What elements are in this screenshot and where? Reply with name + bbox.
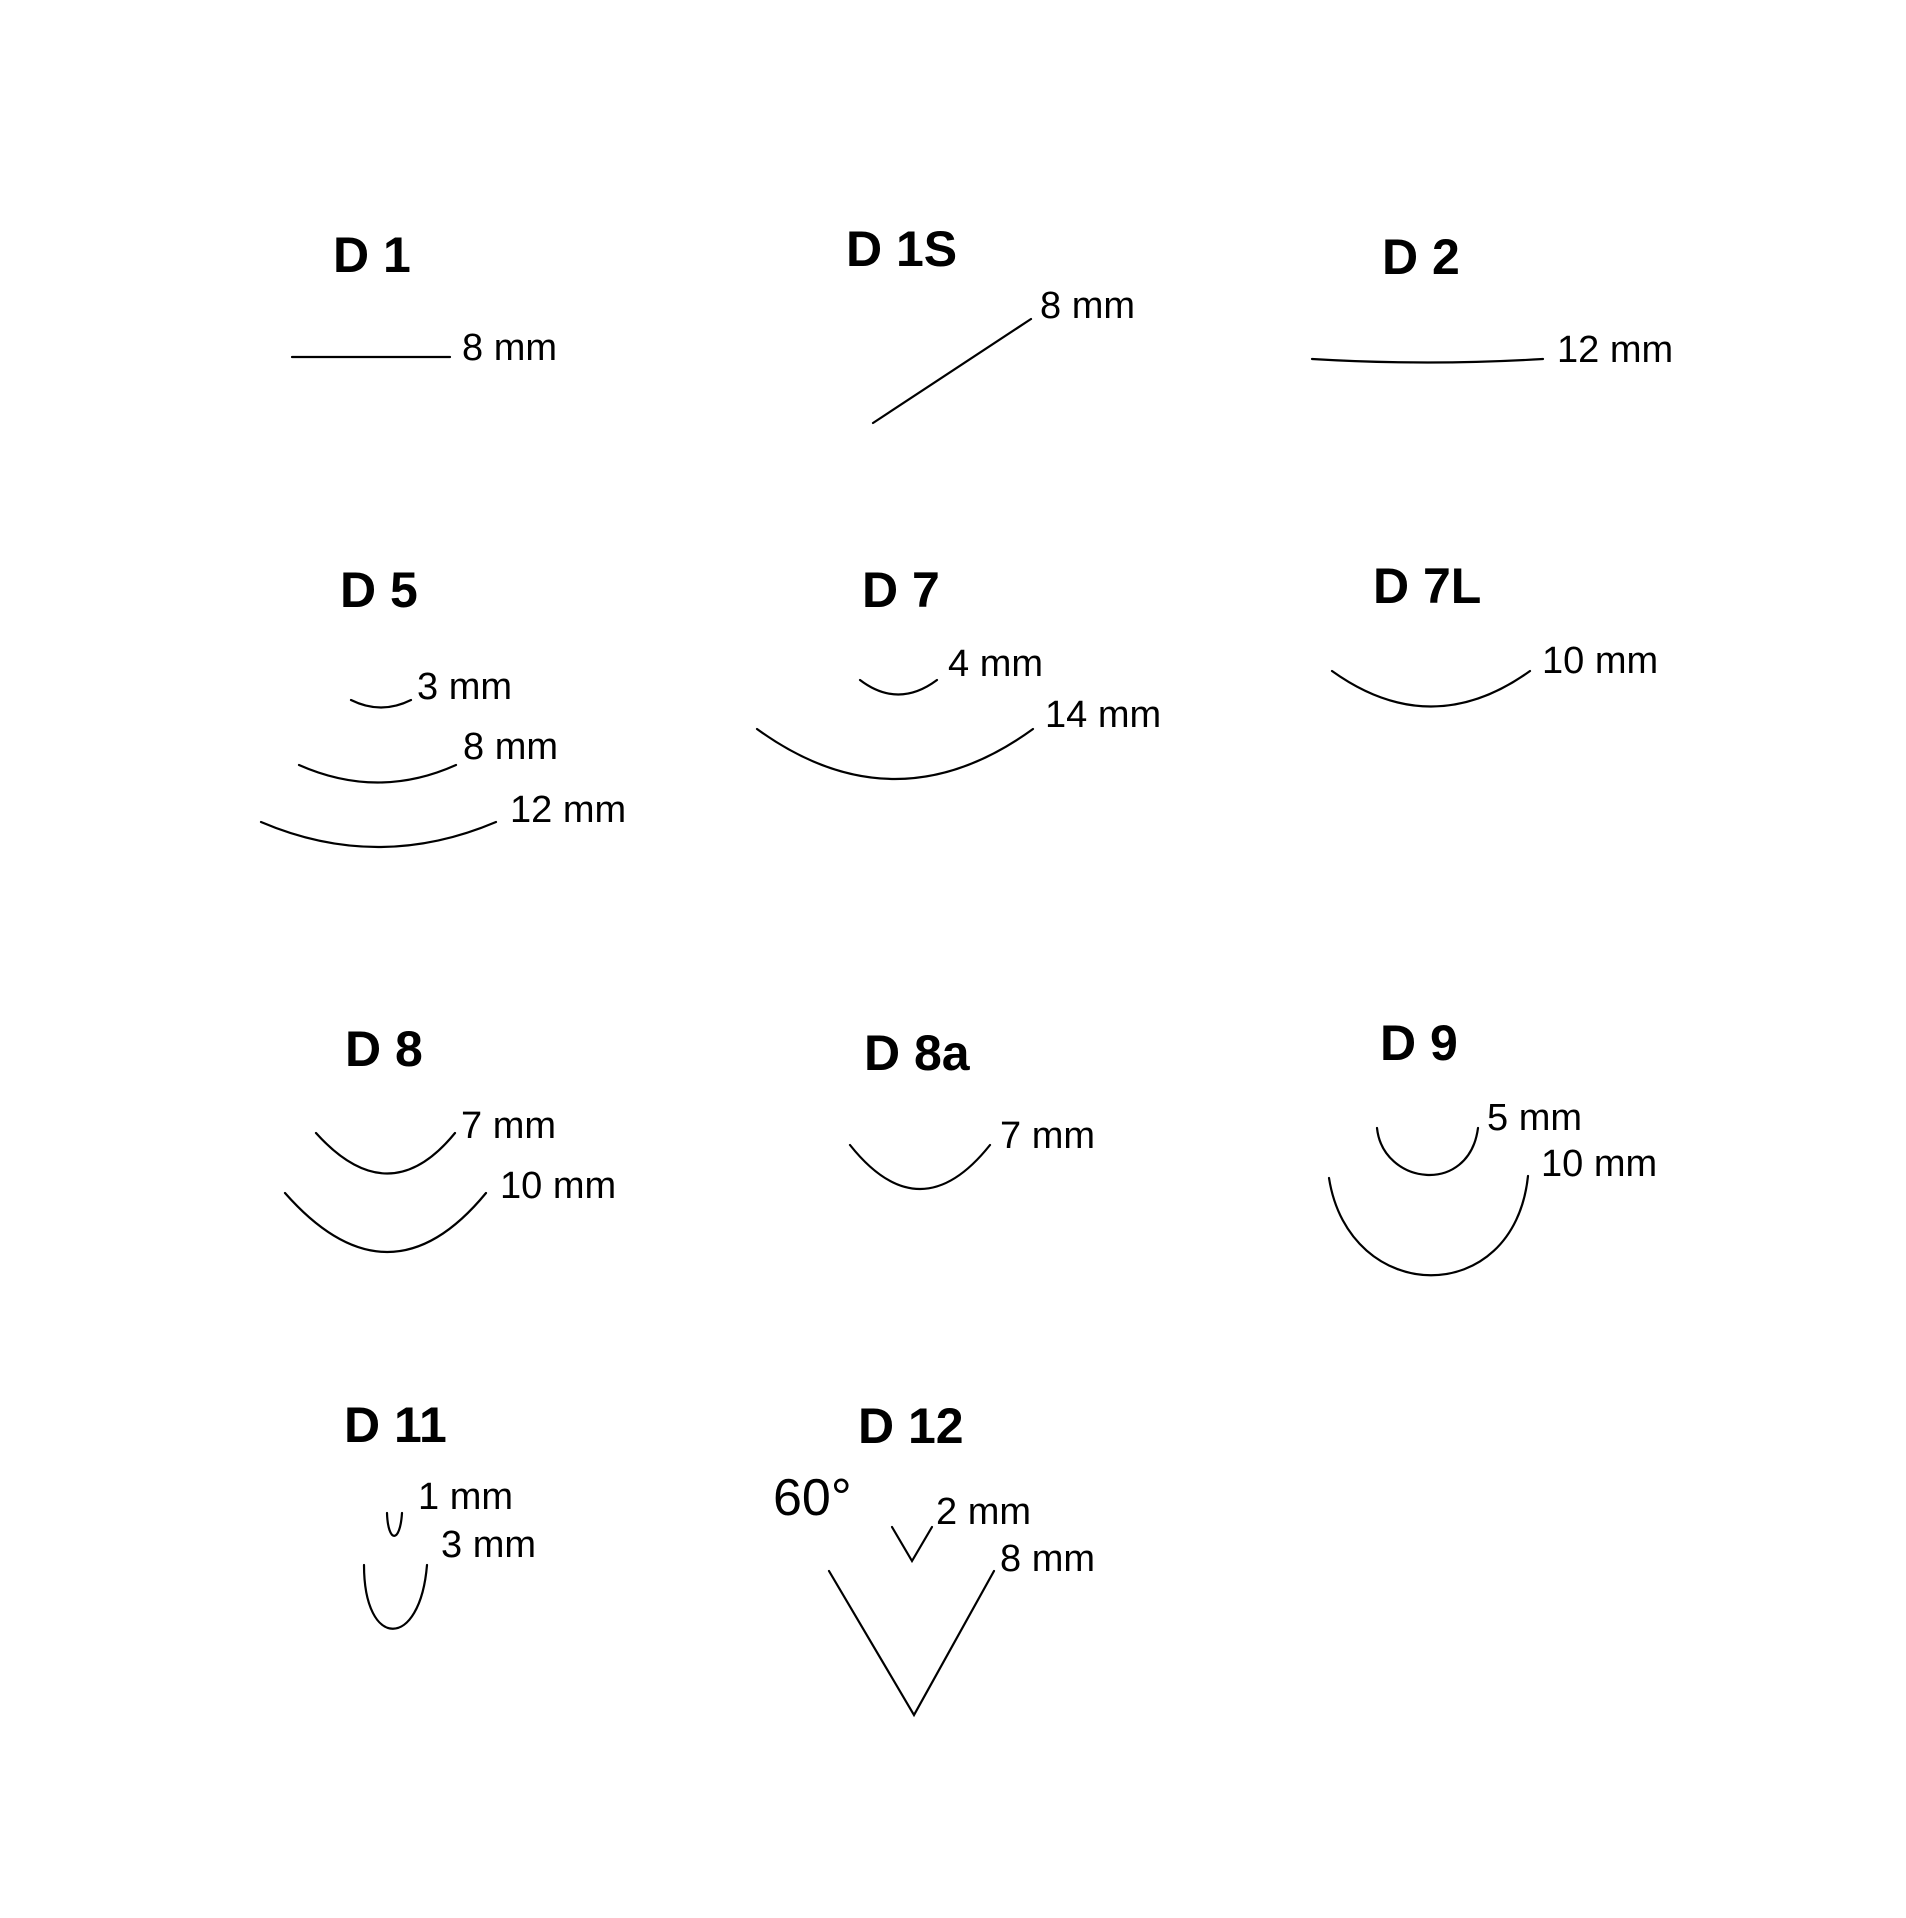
size-label-d9-5mm: 5 mm [1487, 1097, 1582, 1139]
gouge-title-d11: D 11 [344, 1397, 447, 1453]
profile-d5-12mm [261, 822, 496, 847]
profile-d11-1mm [387, 1513, 402, 1536]
gouge-title-d7l: D 7L [1373, 558, 1482, 614]
profile-d7-4mm [860, 680, 937, 695]
size-label-d8a-7mm: 7 mm [1000, 1115, 1095, 1157]
gouge-title-d5: D 5 [340, 562, 418, 618]
profile-d1s-8mm [873, 319, 1031, 423]
gouge-title-d8: D 8 [345, 1021, 423, 1077]
profile-d9-10mm [1329, 1176, 1528, 1275]
gouge-d2 [1312, 229, 1673, 371]
profile-d5-3mm [351, 700, 411, 708]
size-label-d9-10mm: 10 mm [1541, 1143, 1658, 1185]
profile-d8a-7mm [850, 1145, 990, 1189]
profile-d2-12mm [1312, 359, 1543, 363]
size-label-d12-8mm: 8 mm [1000, 1538, 1095, 1580]
size-label-d1s-8mm: 8 mm [1040, 285, 1135, 327]
profile-d5-8mm [299, 765, 456, 783]
size-label-d7l-10mm: 10 mm [1542, 640, 1659, 682]
gouge-title-d1: D 1 [333, 227, 411, 283]
profile-d12-2mm [892, 1527, 932, 1561]
gouge-title-d2: D 2 [1382, 229, 1460, 285]
size-label-d5-12mm: 12 mm [510, 789, 627, 831]
size-label-d7-4mm: 4 mm [948, 643, 1043, 685]
size-label-d5-3mm: 3 mm [417, 666, 512, 708]
size-label-d5-8mm: 8 mm [463, 726, 558, 768]
size-label-d8-10mm: 10 mm [500, 1165, 617, 1207]
size-label-d1-8mm: 8 mm [462, 327, 557, 369]
size-label-d11-3mm: 3 mm [441, 1524, 536, 1566]
gouge-d12 [773, 1398, 1095, 1715]
gouge-title-d9: D 9 [1380, 1015, 1458, 1071]
gouge-d5 [261, 562, 626, 847]
gouge-title-d8a: D 8a [864, 1025, 970, 1081]
size-label-d8-7mm: 7 mm [461, 1105, 556, 1147]
profile-d8-7mm [316, 1133, 455, 1174]
profile-d7-14mm [757, 729, 1033, 779]
profile-d12-8mm [829, 1571, 994, 1715]
size-label-d11-1mm: 1 mm [418, 1476, 513, 1518]
gouge-d8 [285, 1021, 616, 1252]
gouge-title-d7: D 7 [862, 562, 940, 618]
gouge-d7l [1332, 558, 1658, 707]
gouge-d9 [1329, 1015, 1657, 1275]
gouge-d1 [292, 227, 557, 369]
size-label-d2-12mm: 12 mm [1557, 329, 1674, 371]
size-label-d12-2mm: 2 mm [936, 1491, 1031, 1533]
profile-d8-10mm [285, 1193, 486, 1252]
gouge-d11 [344, 1397, 536, 1629]
gouge-d1s [846, 221, 1135, 423]
angle-label-d12: 60° [773, 1469, 852, 1527]
gouge-title-d12: D 12 [858, 1398, 964, 1454]
profile-d7l-10mm [1332, 671, 1530, 707]
profile-d11-3mm [364, 1565, 427, 1629]
gouge-d7 [757, 562, 1161, 779]
profile-d9-5mm [1377, 1128, 1478, 1175]
gouge-d8a [850, 1025, 1095, 1189]
size-label-d7-14mm: 14 mm [1045, 694, 1162, 736]
gouge-title-d1s: D 1S [846, 221, 958, 277]
